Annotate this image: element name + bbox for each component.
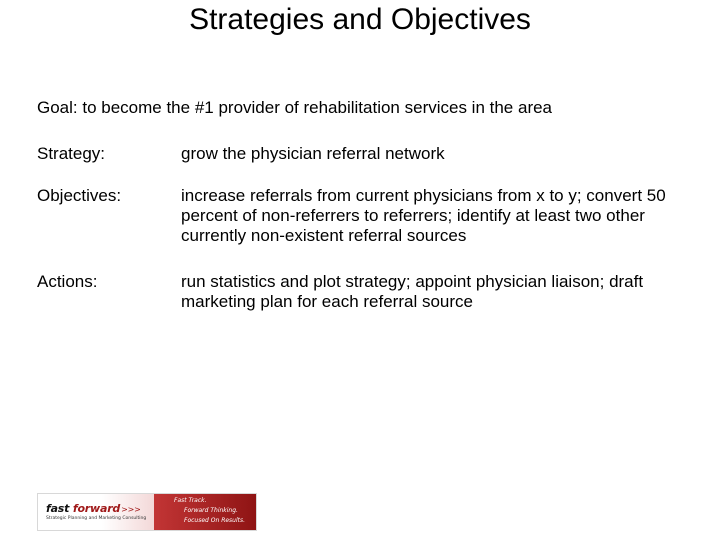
logo-tagline: Strategic Planning and Marketing Consulting bbox=[46, 516, 147, 521]
strategy-label: Strategy: bbox=[37, 144, 106, 163]
logo-brand-name bbox=[46, 502, 141, 515]
actions-label: Actions: bbox=[37, 272, 98, 291]
logo-slogan-line-3: Focused On Results. bbox=[184, 517, 246, 524]
logo-slogan-panel bbox=[154, 494, 256, 530]
logo-slogan-line-2: Forward Thinking. bbox=[184, 507, 238, 514]
logo-brand-panel bbox=[38, 494, 154, 530]
goal-statement: Goal: to become the #1 provider of rehabilitation services in the area bbox=[37, 98, 553, 117]
objectives-label: Objectives: bbox=[37, 186, 122, 205]
slide-title: Strategies and Objectives bbox=[189, 3, 531, 36]
logo-brand-forward: forward bbox=[72, 502, 121, 515]
logo-slogan-line-1: Fast Track. bbox=[174, 497, 207, 504]
logo-brand-fast: fast bbox=[46, 502, 73, 515]
actions-text: run statistics and plot strategy; appoint physician liaison; draft marketing plan for each referral source bbox=[181, 272, 644, 311]
objectives-text: increase referrals from current physicians from x to y; convert 50 percent of non-referrers to referrers; identify at least two other currently non-existent referral sources bbox=[181, 186, 666, 245]
fast-forward-logo bbox=[37, 493, 257, 531]
strategy-text: grow the physician referral network bbox=[181, 144, 445, 163]
chevrons-icon: >>> bbox=[121, 505, 141, 514]
